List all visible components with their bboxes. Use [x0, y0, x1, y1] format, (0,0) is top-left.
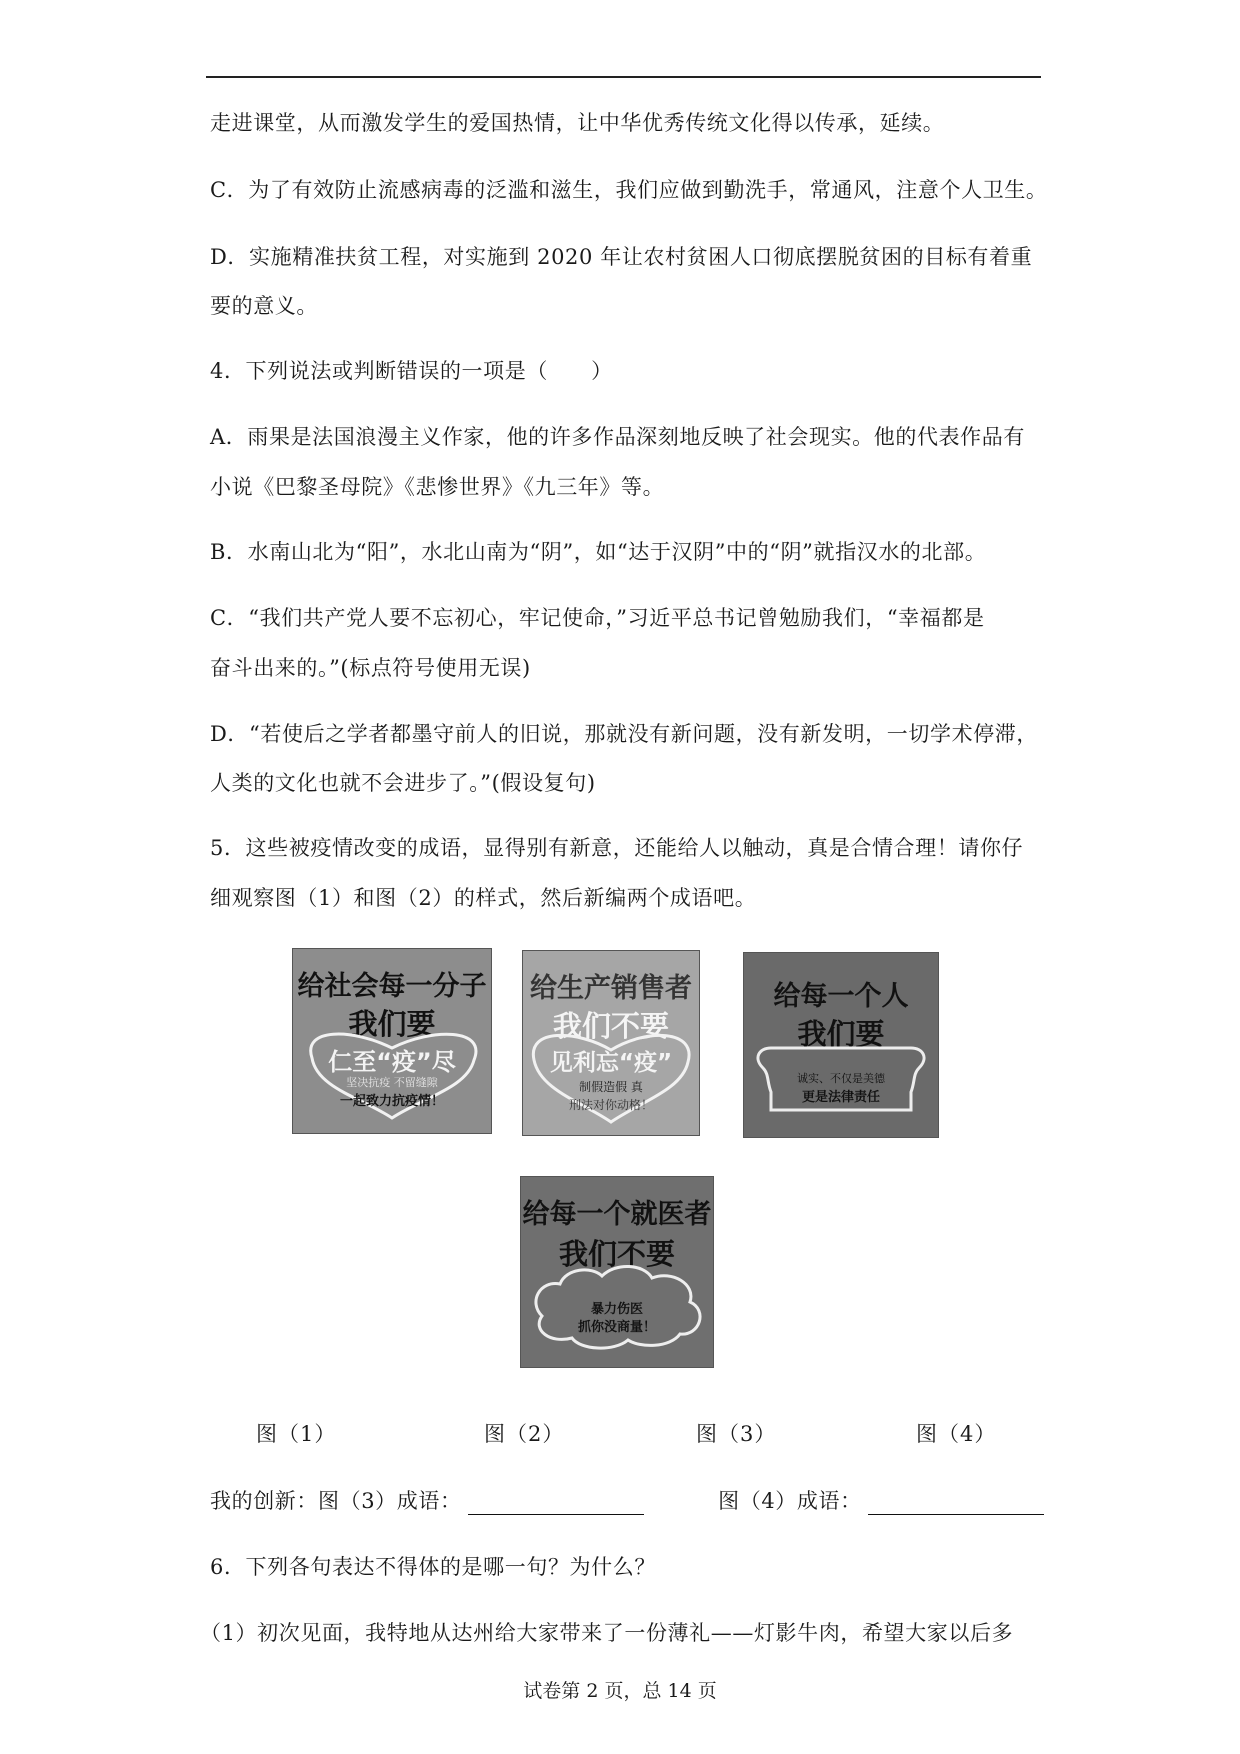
- option-b: B．水南山北为“阳”，水北山南为“阴”，如“达于汉阴”中的“阴”就指汉水的北部。: [210, 540, 987, 564]
- poster-line2: 我们不要: [552, 1009, 669, 1043]
- poster-line1: 给生产销售者: [530, 973, 692, 1004]
- poster-2: [522, 950, 700, 1136]
- text-line: 奋斗出来的。”(标点符号使用无误): [210, 656, 531, 680]
- text-line: 人类的文化也就不会进步了。”(假设复句): [210, 771, 596, 795]
- poster-line1: 给每一个就医者: [522, 1199, 712, 1230]
- text-line: C．为了有效防止流感病毒的泛滥和滋生，我们应做到勤洗手，常通风，注意个人卫生。: [210, 178, 1048, 202]
- caption-1: 图（1）: [256, 1422, 337, 1446]
- poster-4: [520, 1176, 714, 1368]
- option-a: A．雨果是法国浪漫主义作家，他的许多作品深刻地反映了社会现实。他的代表作品有: [210, 425, 1025, 449]
- answer-blank-4[interactable]: [868, 1494, 1044, 1515]
- frame-outline: [743, 952, 939, 1138]
- poster-1: [292, 948, 492, 1134]
- poster-line2: 我们不要: [558, 1237, 675, 1271]
- poster-small: 暴力伤医: [590, 1302, 643, 1317]
- poster-small: 更是法律责任: [801, 1090, 880, 1105]
- poster-line2: 我们要: [797, 1017, 885, 1051]
- caption-3: 图（3）: [696, 1422, 777, 1446]
- poster-small: 一起致力抗疫情！: [339, 1094, 444, 1109]
- answer-label-3: 我的创新：图（3）成语：: [210, 1489, 462, 1513]
- poster-3: [743, 952, 939, 1138]
- caption-2: 图（2）: [484, 1422, 565, 1446]
- answer-label-4: 图（4）成语：: [718, 1489, 862, 1513]
- poster-small: 刑法对你动格！: [568, 1098, 653, 1112]
- text-line: 走进课堂，从而激发学生的爱国热情，让中华优秀传统文化得以传承，延续。: [210, 111, 945, 135]
- text-line: D．实施精准扶贫工程，对实施到 2020 年让农村贫困人口彻底摆脱贫困的目标有着重: [210, 245, 1033, 269]
- caption-4: 图（4）: [916, 1422, 997, 1446]
- poster-idiom: 见利忘“疫”: [549, 1050, 673, 1076]
- poster-small: 制假造假 真: [579, 1080, 643, 1094]
- poster-line2: 我们要: [348, 1007, 436, 1041]
- poster-small: 坚决抗疫 不留缝隙: [346, 1076, 438, 1089]
- cloud-outline: [520, 1176, 714, 1368]
- question-4: 4．下列说法或判断错误的一项是（ ）: [210, 359, 613, 383]
- option-d: D．“若使后之学者都墨守前人的旧说，那就没有新问题，没有新发明，一切学术停滞，: [210, 722, 1038, 746]
- text-line: 细观察图（1）和图（2）的样式，然后新编两个成语吧。: [210, 886, 757, 910]
- text-line: 小说《巴黎圣母院》《悲惨世界》《九三年》等。: [210, 475, 665, 499]
- poster-small: 抓你没商量！: [577, 1320, 656, 1335]
- answer-row: [210, 1485, 1044, 1515]
- poster-line1: 给社会每一分子: [297, 971, 487, 1002]
- question-5: 5．这些被疫情改变的成语，显得别有新意，还能给人以触动，真是合情合理！请你仔: [210, 836, 1024, 860]
- answer-blank-3[interactable]: [468, 1494, 644, 1515]
- poster-idiom: 仁至“疫”尽: [328, 1048, 456, 1076]
- poster-small: 诚实、不仅是美德: [797, 1072, 885, 1085]
- q6-item-1: （1）初次见面，我特地从达州给大家带来了一份薄礼——灯影牛肉，希望大家以后多: [200, 1621, 1014, 1645]
- text-line: 要的意义。: [210, 294, 318, 318]
- page-footer: 试卷第 2 页，总 14 页: [523, 1680, 717, 1702]
- header-rule: [206, 76, 1041, 78]
- question-6: 6．下列各句表达不得体的是哪一句？为什么？: [210, 1555, 656, 1579]
- option-c: C．“我们共产党人要不忘初心，牢记使命，”习近平总书记曾勉励我们，“幸福都是: [210, 606, 985, 630]
- poster-line1: 给每一个人: [773, 981, 909, 1012]
